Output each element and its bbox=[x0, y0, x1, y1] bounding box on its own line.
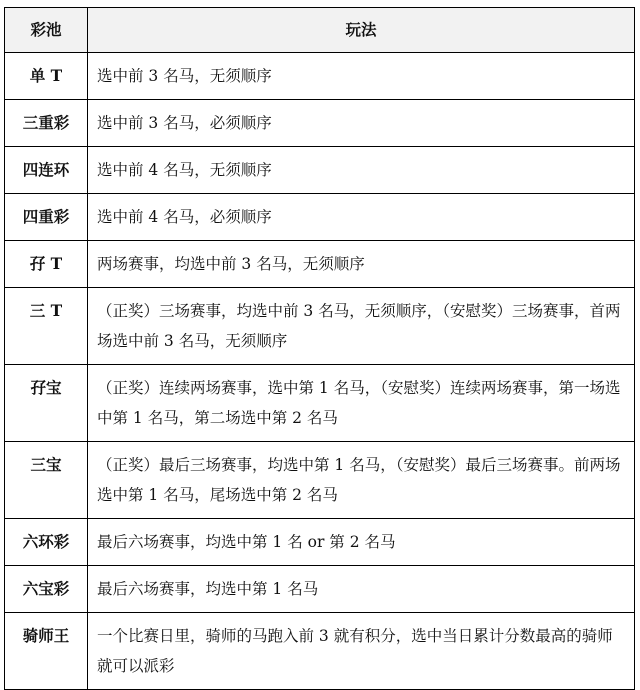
header-row bbox=[5, 8, 635, 53]
rule-cell: 选中前 3 名马，无须顺序 bbox=[88, 53, 635, 100]
rule-cell: （正奖）最后三场赛事，均选中第 1 名马，（安慰奖）最后三场赛事。前两场选中第 1 名马，尾场选中第 2 名马 bbox=[88, 442, 635, 519]
rule-cell: （正奖）连续两场赛事，选中第 1 名马，（安慰奖）连续两场赛事，第一场选中第 1 名马，第二场选中第 2 名马 bbox=[88, 365, 635, 442]
pool-cell bbox=[5, 613, 88, 690]
rule-cell: （正奖）三场赛事，均选中前 3 名马，无须顺序，（安慰奖）三场赛事，首两场选中前 3 名马，无须顺序 bbox=[88, 288, 635, 365]
rule-cell: 选中前 4 名马，必须顺序 bbox=[88, 194, 635, 241]
pool-name: 三 T bbox=[29, 301, 63, 320]
pool-name: 孖宝 bbox=[30, 378, 62, 397]
table-row bbox=[5, 365, 635, 442]
rule-cell: 一个比赛日里，骑师的马跑入前 3 就有积分，选中当日累计分数最高的骑师就可以派彩 bbox=[88, 613, 635, 690]
pool-cell bbox=[5, 194, 88, 241]
pool-cell bbox=[5, 519, 88, 566]
pool-cell bbox=[5, 53, 88, 100]
table-row bbox=[5, 100, 635, 147]
header-pool: 彩池 bbox=[5, 8, 88, 53]
table-row bbox=[5, 566, 635, 613]
table-row bbox=[5, 288, 635, 365]
pool-name: 骑师王 bbox=[22, 626, 70, 645]
pool-cell bbox=[5, 365, 88, 442]
betting-pools-table bbox=[4, 7, 635, 690]
pool-name: 六宝彩 bbox=[22, 579, 70, 598]
pool-name: 三宝 bbox=[30, 455, 62, 474]
table-row bbox=[5, 613, 635, 690]
table-row bbox=[5, 519, 635, 566]
pool-name: 三重彩 bbox=[22, 113, 70, 132]
pool-name: 四连环 bbox=[22, 160, 70, 179]
pool-cell bbox=[5, 100, 88, 147]
table-row bbox=[5, 194, 635, 241]
pool-name: 六环彩 bbox=[22, 532, 70, 551]
rule-cell: 最后六场赛事，均选中第 1 名 or 第 2 名马 bbox=[88, 519, 635, 566]
pool-cell bbox=[5, 288, 88, 365]
table-header bbox=[5, 8, 635, 53]
table-row bbox=[5, 147, 635, 194]
pool-name: 四重彩 bbox=[22, 207, 70, 226]
pool-cell bbox=[5, 147, 88, 194]
rule-cell: 选中前 3 名马，必须顺序 bbox=[88, 100, 635, 147]
rule-cell: 选中前 4 名马，无须顺序 bbox=[88, 147, 635, 194]
pool-cell bbox=[5, 566, 88, 613]
table-row bbox=[5, 442, 635, 519]
pool-cell bbox=[5, 442, 88, 519]
header-rule: 玩法 bbox=[88, 8, 635, 53]
pool-name: 单 T bbox=[29, 66, 63, 85]
pool-cell bbox=[5, 241, 88, 288]
table-row bbox=[5, 241, 635, 288]
rule-cell: 两场赛事，均选中前 3 名马，无须顺序 bbox=[88, 241, 635, 288]
rule-cell: 最后六场赛事，均选中第 1 名马 bbox=[88, 566, 635, 613]
pool-name: 孖 T bbox=[29, 254, 63, 273]
table-row bbox=[5, 53, 635, 100]
